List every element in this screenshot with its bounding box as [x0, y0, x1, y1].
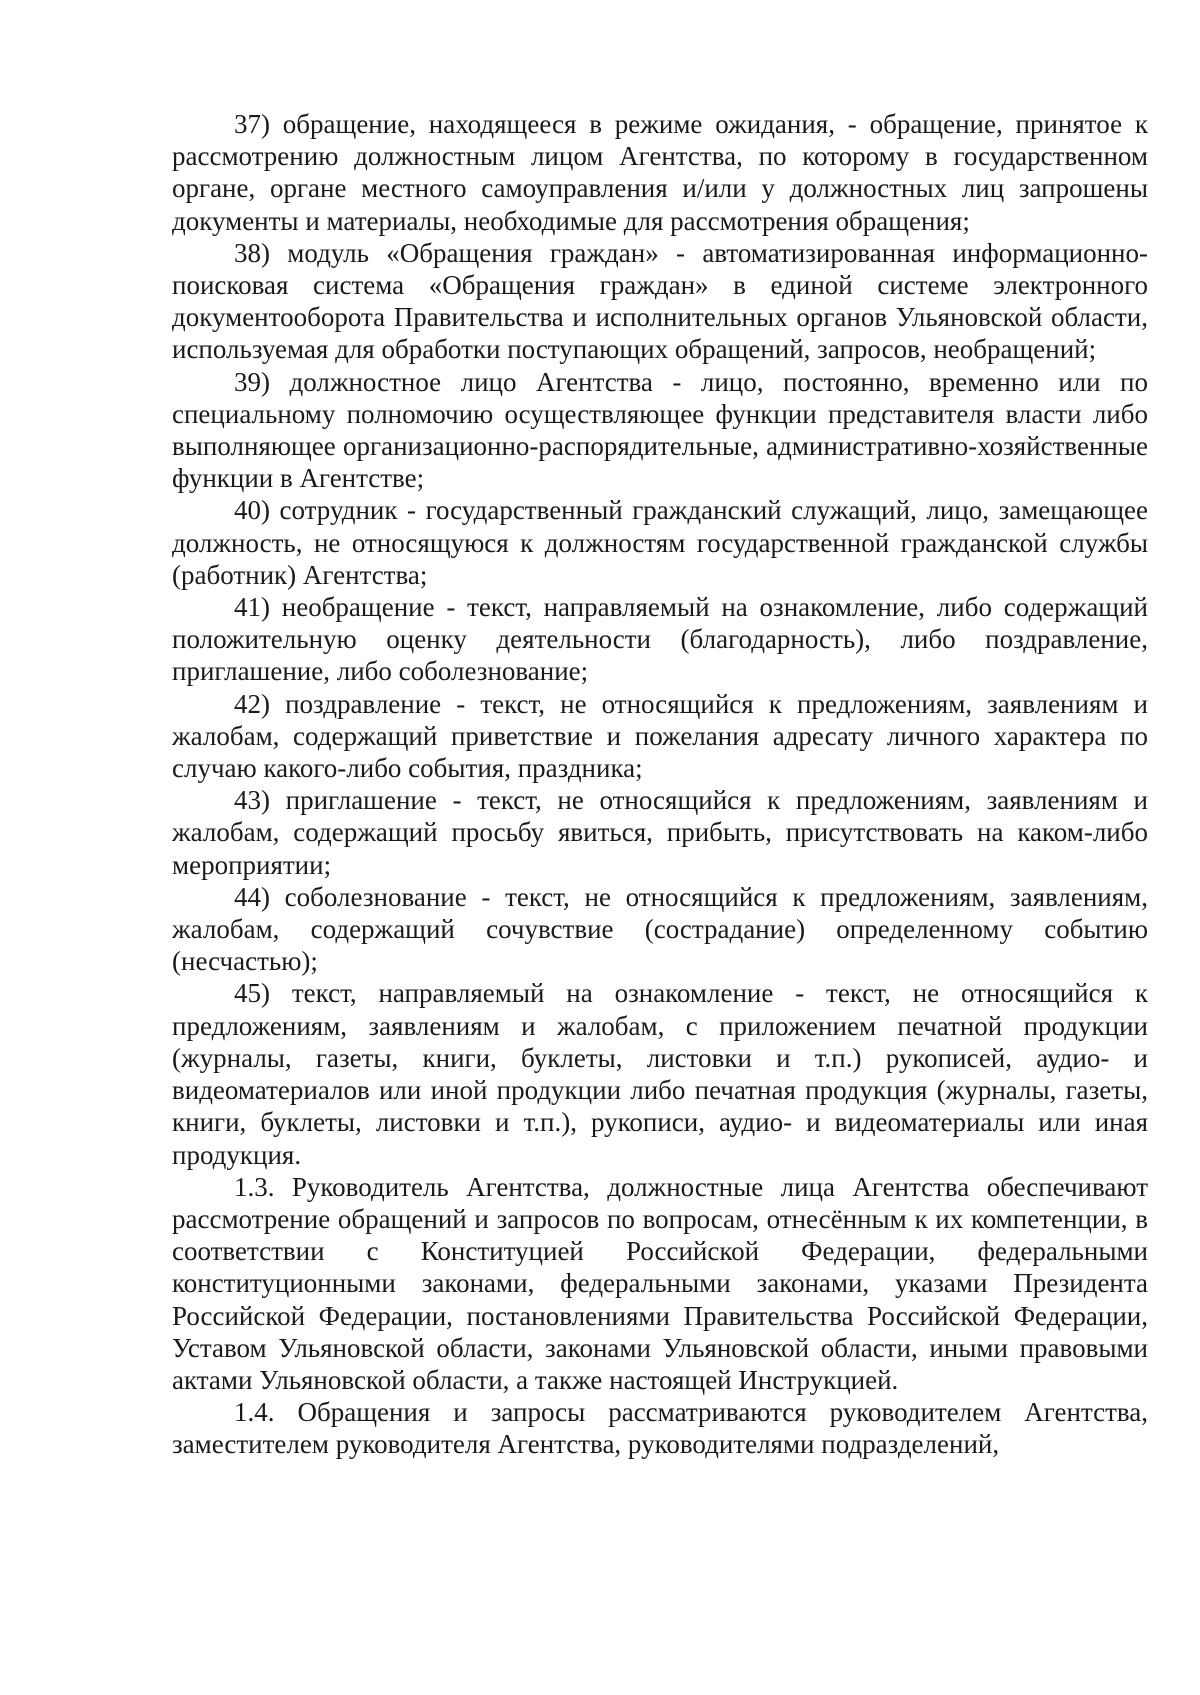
paragraph-37: 37) обращение, находящееся в режиме ожидания, - обращение, принятое к рассмотрению должностным лицом Агентства, по которому в государственном органе, органе местного самоуправления и/или у должностных лиц запрошены документы и материалы, необходимые для рассмотрения обращения;	[172, 109, 1148, 236]
paragraph-44: 44) соболезнование - текст, не относящийся к предложениям, заявлениям, жалобам, содержащий сочувствие (сострадание) определенному событию (несчастью);	[172, 881, 1148, 977]
paragraph-39: 39) должностное лицо Агентства - лицо, постоянно, временно или по специальному полномочию осуществляющее функции представителя власти либо выполняющее организационно-распорядительные, административно-хозяйственные функции в Агентстве;	[172, 366, 1148, 494]
paragraph-41: 41) необращение - текст, направляемый на ознакомление, либо содержащий положительную оценку деятельности (благодарность), либо поздравление, приглашение, либо соболезнование;	[172, 592, 1148, 687]
paragraph-45: 45) текст, направляемый на ознакомление - текст, не относящийся к предложениям, заявлениям и жалобам, с приложением печатной продукции (журналы, газеты, книги, буклеты, листовки и т.п.) рукописей, аудио- и видеоматериалов или иной продукции либо печатная продукция (журналы, газеты, книги, буклеты, листовки и т.п.), рукописи, аудио- и видеоматериалы или иная продукция.	[172, 978, 1148, 1170]
paragraph-40: 40) сотрудник - государственный гражданский служащий, лицо, замещающее должность, не относящуюся к должностям государственной гражданской службы (работник) Агентства;	[172, 495, 1148, 590]
section-1-4: 1.4. Обращения и запросы рассматриваются руководителем Агентства, заместителем руководителя Агентства, руководителями подразделений,	[172, 1397, 1148, 1460]
section-1-3: 1.3. Руководитель Агентства, должностные лица Агентства обеспечивают рассмотрение обращений и запросов по вопросам, отнесённым к их компетенции, в соответствии с Конституцией Российской Федерации, федеральными конституционными законами, федеральными законами, указами Президента Российской Федерации, постановлениями Правительства Российской Федерации, Уставом Ульяновской области, законами Ульяновской области, иными правовыми актами Ульяновской области, а также настоящей Инструкцией.	[172, 1171, 1148, 1395]
paragraph-38: 38) модуль «Обращения граждан» - автоматизированная информационно-поисковая система «Обращения граждан» в единой системе электронного документооборота Правительства и исполнительных органов Ульяновской области, используемая для обработки поступающих обращений, запросов, необращений;	[172, 237, 1148, 365]
paragraph-43: 43) приглашение - текст, не относящийся к предложениям, заявлениям и жалобам, содержащий просьбу явиться, прибыть, присутствовать на каком-либо мероприятии;	[172, 785, 1148, 880]
paragraph-42: 42) поздравление - текст, не относящийся к предложениям, заявлениям и жалобам, содержащий приветствие и пожелания адресату личного характера по случаю какого-либо события, праздника;	[172, 688, 1148, 784]
